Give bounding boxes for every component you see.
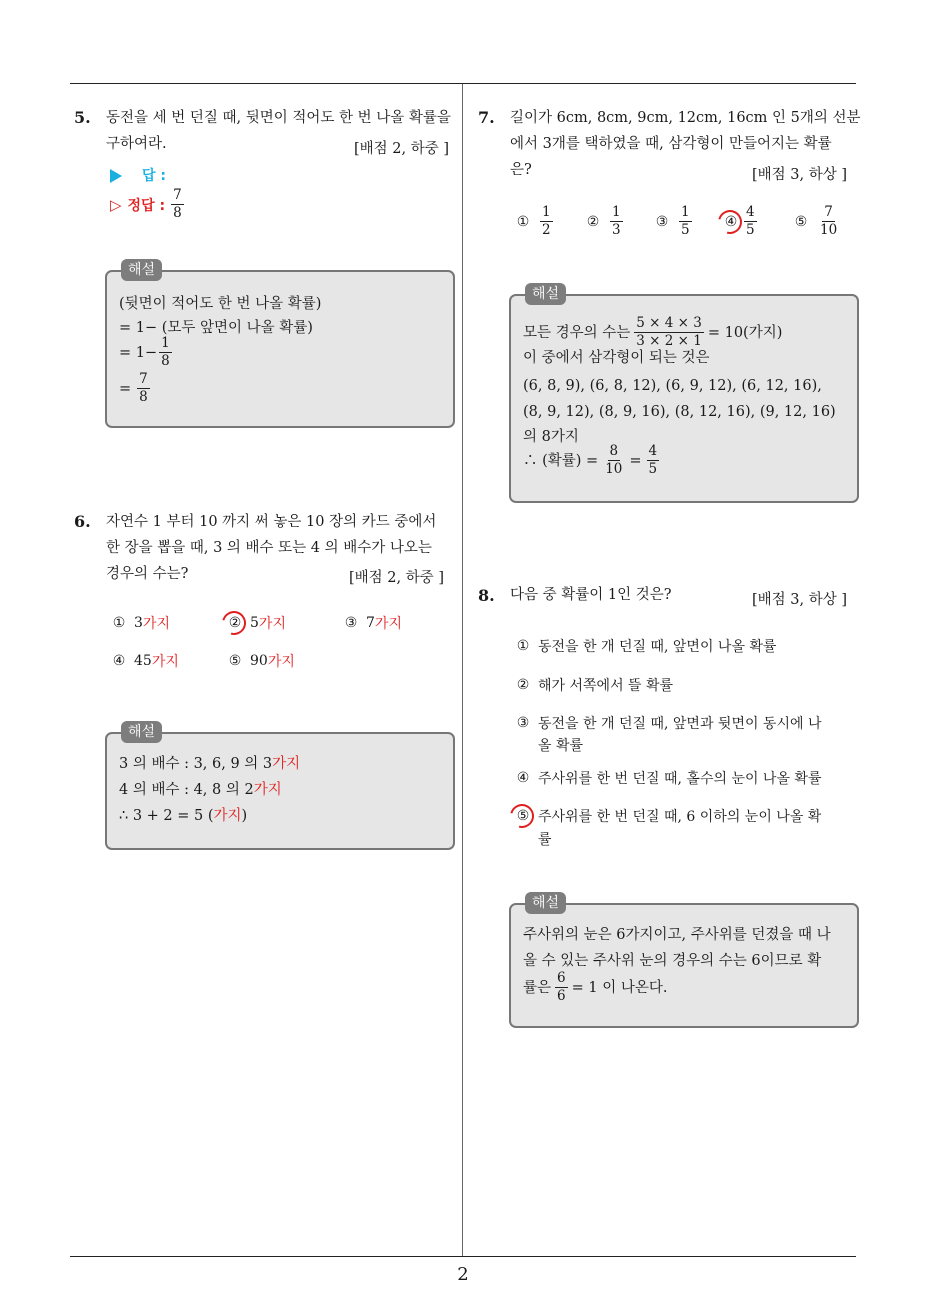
play-outline-icon: ▷ xyxy=(110,195,122,214)
solution-line: = 1− $\frac{1}{8}$ xyxy=(119,335,170,369)
score-meta: [배점 2, 하중 ] xyxy=(349,570,445,586)
solution-line: = 1− (모두 앞면이 나올 확률) xyxy=(119,320,313,336)
solution-line: 모든 경우의 수는 $\frac{5 \times 4 \times 3}{3 \times 2 \times 1}$ = 10(가지) xyxy=(523,315,783,349)
solution-tag: 해설 xyxy=(525,892,566,914)
solution-line: (8, 9, 12), (8, 9, 16), (8, 12, 16), (9, 12, 16) xyxy=(523,404,836,420)
question-number: 6. xyxy=(74,512,91,531)
solution-line: 주사위의 눈은 6가지이고, 주사위를 던졌을 때 나 xyxy=(523,927,831,943)
question-text-line: 한 장을 뽑을 때, 3 의 배수 또는 4 의 배수가 나오는 xyxy=(106,540,432,556)
solution-line: 률은 $\frac{6}{6}$ = 1 이 나온다. xyxy=(523,970,668,1004)
score-meta: [배점 3, 하상 ] xyxy=(752,167,848,183)
choice-4[interactable]: ④ 주사위를 한 번 던질 때, 홀수의 눈이 나올 확률 xyxy=(516,770,822,787)
question-text-line: 다음 중 확률이 1인 것은? xyxy=(510,587,672,603)
answer-circle-mark xyxy=(506,800,539,833)
solution-line: 올 수 있는 주사위 눈의 경우의 수는 6이므로 확 xyxy=(523,953,822,969)
answer-label: 답 : xyxy=(142,168,166,184)
question-text-line: 구하여라. xyxy=(106,136,167,152)
score-meta: [배점 3, 하상 ] xyxy=(752,592,848,608)
solution-line: 4 의 배수 : 4, 8 의 2가지 xyxy=(119,782,282,798)
choice-5[interactable]: ⑤ 90 가지 xyxy=(228,653,295,670)
question-number: 8. xyxy=(478,586,495,605)
choice-3[interactable]: ③ 동전을 한 개 던질 때, 앞면과 뒷면이 동시에 나 xyxy=(516,715,822,732)
choice-1[interactable]: ① $\frac{1}{2}$ xyxy=(516,204,551,238)
choice-2[interactable]: ② 해가 서쪽에서 뜰 확률 xyxy=(516,677,674,694)
score-meta: [배점 2, 하중 ] xyxy=(354,141,450,157)
solution-line: 이 중에서 삼각형이 되는 것은 xyxy=(523,350,710,366)
choice-1[interactable]: ① 3 가지 xyxy=(112,615,170,632)
page-number: 2 xyxy=(457,1264,469,1285)
solution-box xyxy=(509,286,859,503)
choice-5[interactable]: ⑤ $\frac{7}{10}$ xyxy=(794,204,838,238)
choice-1[interactable]: ① 동전을 한 개 던질 때, 앞면이 나올 확률 xyxy=(516,638,777,655)
question-text-line: 은? xyxy=(510,162,532,178)
answer-row xyxy=(110,165,166,185)
choice-3-continuation: 올 확률 xyxy=(538,738,584,754)
solution-tag: 해설 xyxy=(525,283,566,305)
choice-4[interactable]: ④ $\frac{4}{5}$ xyxy=(722,205,759,238)
solution-line: ∴ (확률) = $\frac{8}{10}$ = $\frac{4}{5}$ xyxy=(523,443,658,477)
solution-line: 3 의 배수 : 3, 6, 9 의 3가지 xyxy=(119,756,301,772)
play-icon xyxy=(110,169,122,183)
solution-box xyxy=(509,895,859,1028)
choice-2[interactable]: ② 5 가지 xyxy=(226,613,286,633)
column-divider xyxy=(462,84,463,1256)
answer-circle-mark xyxy=(218,607,251,640)
question-text-line: 경우의 수는? xyxy=(106,566,189,582)
question-text-line: 에서 3개를 택하였을 때, 삼각형이 만들어지는 확률 xyxy=(510,136,832,152)
question-text-line: 자연수 1 부터 10 까지 써 놓은 10 장의 카드 중에서 xyxy=(106,514,437,530)
solution-line: (6, 8, 9), (6, 8, 12), (6, 9, 12), (6, 12, 16), xyxy=(523,378,822,394)
top-rule xyxy=(70,83,856,84)
correct-label: 정답 : xyxy=(127,197,166,214)
choice-5-continuation: 률 xyxy=(538,832,552,848)
question-number: 5. xyxy=(74,108,91,127)
correct-fraction: $\frac{7}{8}$ xyxy=(173,187,182,221)
question-number: 7. xyxy=(478,108,495,127)
choice-2[interactable]: ② $\frac{1}{3}$ xyxy=(586,204,621,238)
answer-circle-mark xyxy=(714,205,747,238)
solution-box xyxy=(105,724,455,850)
solution-tag: 해설 xyxy=(121,721,162,743)
choice-5[interactable]: ⑤ 주사위를 한 번 던질 때, 6 이하의 눈이 나올 확 xyxy=(514,806,821,826)
solution-line: ∴ 3 + 2 = 5 (가지) xyxy=(119,808,248,824)
solution-box xyxy=(105,262,455,428)
solution-tag: 해설 xyxy=(121,259,162,281)
solution-line: = $\frac{7}{8}$ xyxy=(119,371,148,405)
correct-answer-row xyxy=(110,188,186,221)
choice-4[interactable]: ④ 45 가지 xyxy=(112,653,179,670)
choice-3[interactable]: ③ 7 가지 xyxy=(344,615,402,632)
choice-3[interactable]: ③ $\frac{1}{5}$ xyxy=(655,204,690,238)
question-text-line: 길이가 6cm, 8cm, 9cm, 12cm, 16cm 인 5개의 선분 xyxy=(510,110,861,126)
bottom-rule xyxy=(70,1256,856,1257)
solution-line: (뒷면이 적어도 한 번 나올 확률) xyxy=(119,296,322,312)
solution-line: 의 8가지 xyxy=(523,429,579,445)
question-text-line: 동전을 세 번 던질 때, 뒷면이 적어도 한 번 나올 확률을 xyxy=(106,110,451,126)
